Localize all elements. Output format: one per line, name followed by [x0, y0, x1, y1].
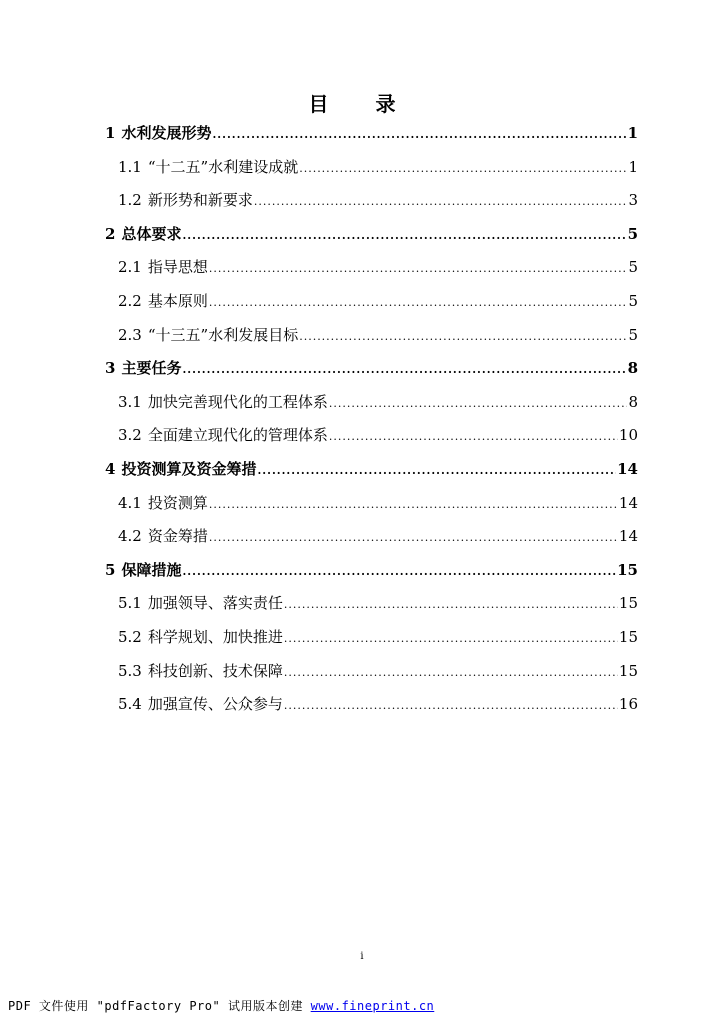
dot-leader: [209, 291, 628, 315]
toc-entry-page: 3: [628, 191, 638, 210]
toc-entry[interactable]: [105, 222, 638, 256]
toc-entry-page: 14: [618, 493, 638, 512]
toc-entry-number: 4.2: [118, 527, 142, 546]
toc-entry-number: 1: [105, 124, 116, 142]
toc-entry-number: 3.2: [118, 426, 142, 445]
table-of-contents: [105, 121, 638, 726]
dot-leader: [182, 224, 626, 248]
dot-leader: [257, 459, 616, 483]
toc-entry-number: 4: [105, 459, 116, 478]
toc-entry[interactable]: [105, 289, 638, 323]
toc-entry-number: 3.1: [118, 392, 142, 411]
toc-entry-number: 5.1: [118, 594, 142, 613]
toc-entry-page: 15: [618, 627, 638, 646]
toc-entry-page: 5: [628, 258, 638, 277]
toc-entry-label: “十三五”水利发展目标: [147, 325, 299, 344]
toc-entry-label: 全面建立现代化的管理体系: [147, 426, 328, 445]
toc-entry[interactable]: [105, 457, 638, 491]
dot-leader: [209, 526, 618, 550]
toc-entry-page: 5: [628, 325, 638, 344]
dot-leader: [299, 325, 627, 349]
toc-entry-number: 1.1: [118, 157, 142, 176]
dot-leader: [329, 425, 618, 449]
toc-entry[interactable]: [105, 390, 638, 424]
toc-entry[interactable]: [105, 255, 638, 289]
toc-entry-number: 5.2: [118, 627, 142, 646]
toc-entry-page: 1: [628, 157, 638, 176]
toc-entry-page: 14: [617, 459, 638, 478]
toc-entry-number: 5.3: [118, 661, 142, 680]
toc-entry[interactable]: [105, 188, 638, 222]
toc-entry-page: 15: [618, 594, 638, 613]
toc-entry-label: 资金筹措: [147, 527, 208, 546]
dot-leader: [284, 627, 618, 651]
toc-entry-label: 水利发展形势: [121, 124, 212, 142]
toc-entry-number: 2: [105, 224, 116, 243]
toc-entry-page: 5: [627, 224, 638, 243]
toc-entry-number: 2.1: [118, 258, 142, 277]
dot-leader: [212, 123, 626, 147]
dot-leader: [329, 392, 628, 416]
toc-entry-label: 科学规划、加快推进: [147, 627, 283, 646]
dot-leader: [182, 358, 626, 382]
toc-entry-label: 指导思想: [147, 258, 208, 277]
dot-leader: [284, 694, 618, 718]
toc-entry-page: 1: [627, 124, 638, 142]
toc-entry-page: 8: [628, 392, 638, 411]
toc-entry-label: 主要任务: [121, 359, 182, 378]
toc-entry-page: 10: [618, 426, 638, 445]
toc-entry[interactable]: [105, 558, 638, 592]
dot-leader: [254, 190, 628, 214]
toc-entry[interactable]: [105, 121, 638, 155]
toc-entry-number: 2.3: [118, 325, 142, 344]
toc-entry-label: 投资测算及资金筹措: [121, 459, 257, 478]
dot-leader: [209, 493, 618, 517]
toc-entry-label: 新形势和新要求: [147, 191, 253, 210]
toc-entry-label: 保障措施: [121, 560, 182, 579]
page-number: i: [360, 951, 364, 962]
dot-leader: [209, 257, 628, 281]
toc-title: 目 录: [308, 92, 416, 116]
toc-entry-number: 3: [105, 359, 116, 378]
toc-entry-label: 加快完善现代化的工程体系: [147, 392, 328, 411]
toc-entry-page: 15: [618, 661, 638, 680]
toc-entry-number: 5.4: [118, 695, 142, 714]
dot-leader: [284, 661, 618, 685]
toc-entry-page: 14: [618, 527, 638, 546]
toc-entry[interactable]: [105, 155, 638, 189]
dot-leader: [299, 157, 627, 181]
toc-entry[interactable]: [105, 591, 638, 625]
toc-entry[interactable]: [105, 423, 638, 457]
toc-entry-number: 1.2: [118, 191, 142, 210]
toc-entry[interactable]: [105, 356, 638, 390]
toc-entry-number: 5: [105, 560, 116, 579]
toc-entry-label: 科技创新、技术保障: [147, 661, 283, 680]
footer-link[interactable]: www.fineprint.cn: [310, 999, 435, 1013]
toc-entry[interactable]: [105, 491, 638, 525]
toc-entry[interactable]: [105, 323, 638, 357]
toc-entry-label: 投资测算: [147, 493, 208, 512]
toc-entry-page: 5: [628, 291, 638, 310]
toc-entry-label: 总体要求: [121, 224, 182, 243]
toc-entry-label: 加强宣传、公众参与: [147, 695, 283, 714]
dot-leader: [182, 560, 616, 584]
toc-entry[interactable]: [105, 625, 638, 659]
toc-entry[interactable]: [105, 659, 638, 693]
dot-leader: [284, 593, 618, 617]
pdf-footer: [8, 997, 434, 1014]
toc-entry-label: 基本原则: [147, 291, 208, 310]
toc-entry-page: 16: [618, 695, 638, 714]
toc-entry[interactable]: [105, 524, 638, 558]
toc-entry[interactable]: [105, 692, 638, 726]
toc-entry-number: 4.1: [118, 493, 142, 512]
toc-entry-page: 8: [627, 359, 638, 378]
footer-text: PDF 文件使用 "pdfFactory Pro" 试用版本创建: [8, 999, 311, 1013]
toc-entry-page: 15: [617, 560, 638, 579]
toc-entry-label: 加强领导、落实责任: [147, 594, 283, 613]
toc-entry-number: 2.2: [118, 291, 142, 310]
toc-entry-label: “十二五”水利建设成就: [147, 157, 299, 176]
